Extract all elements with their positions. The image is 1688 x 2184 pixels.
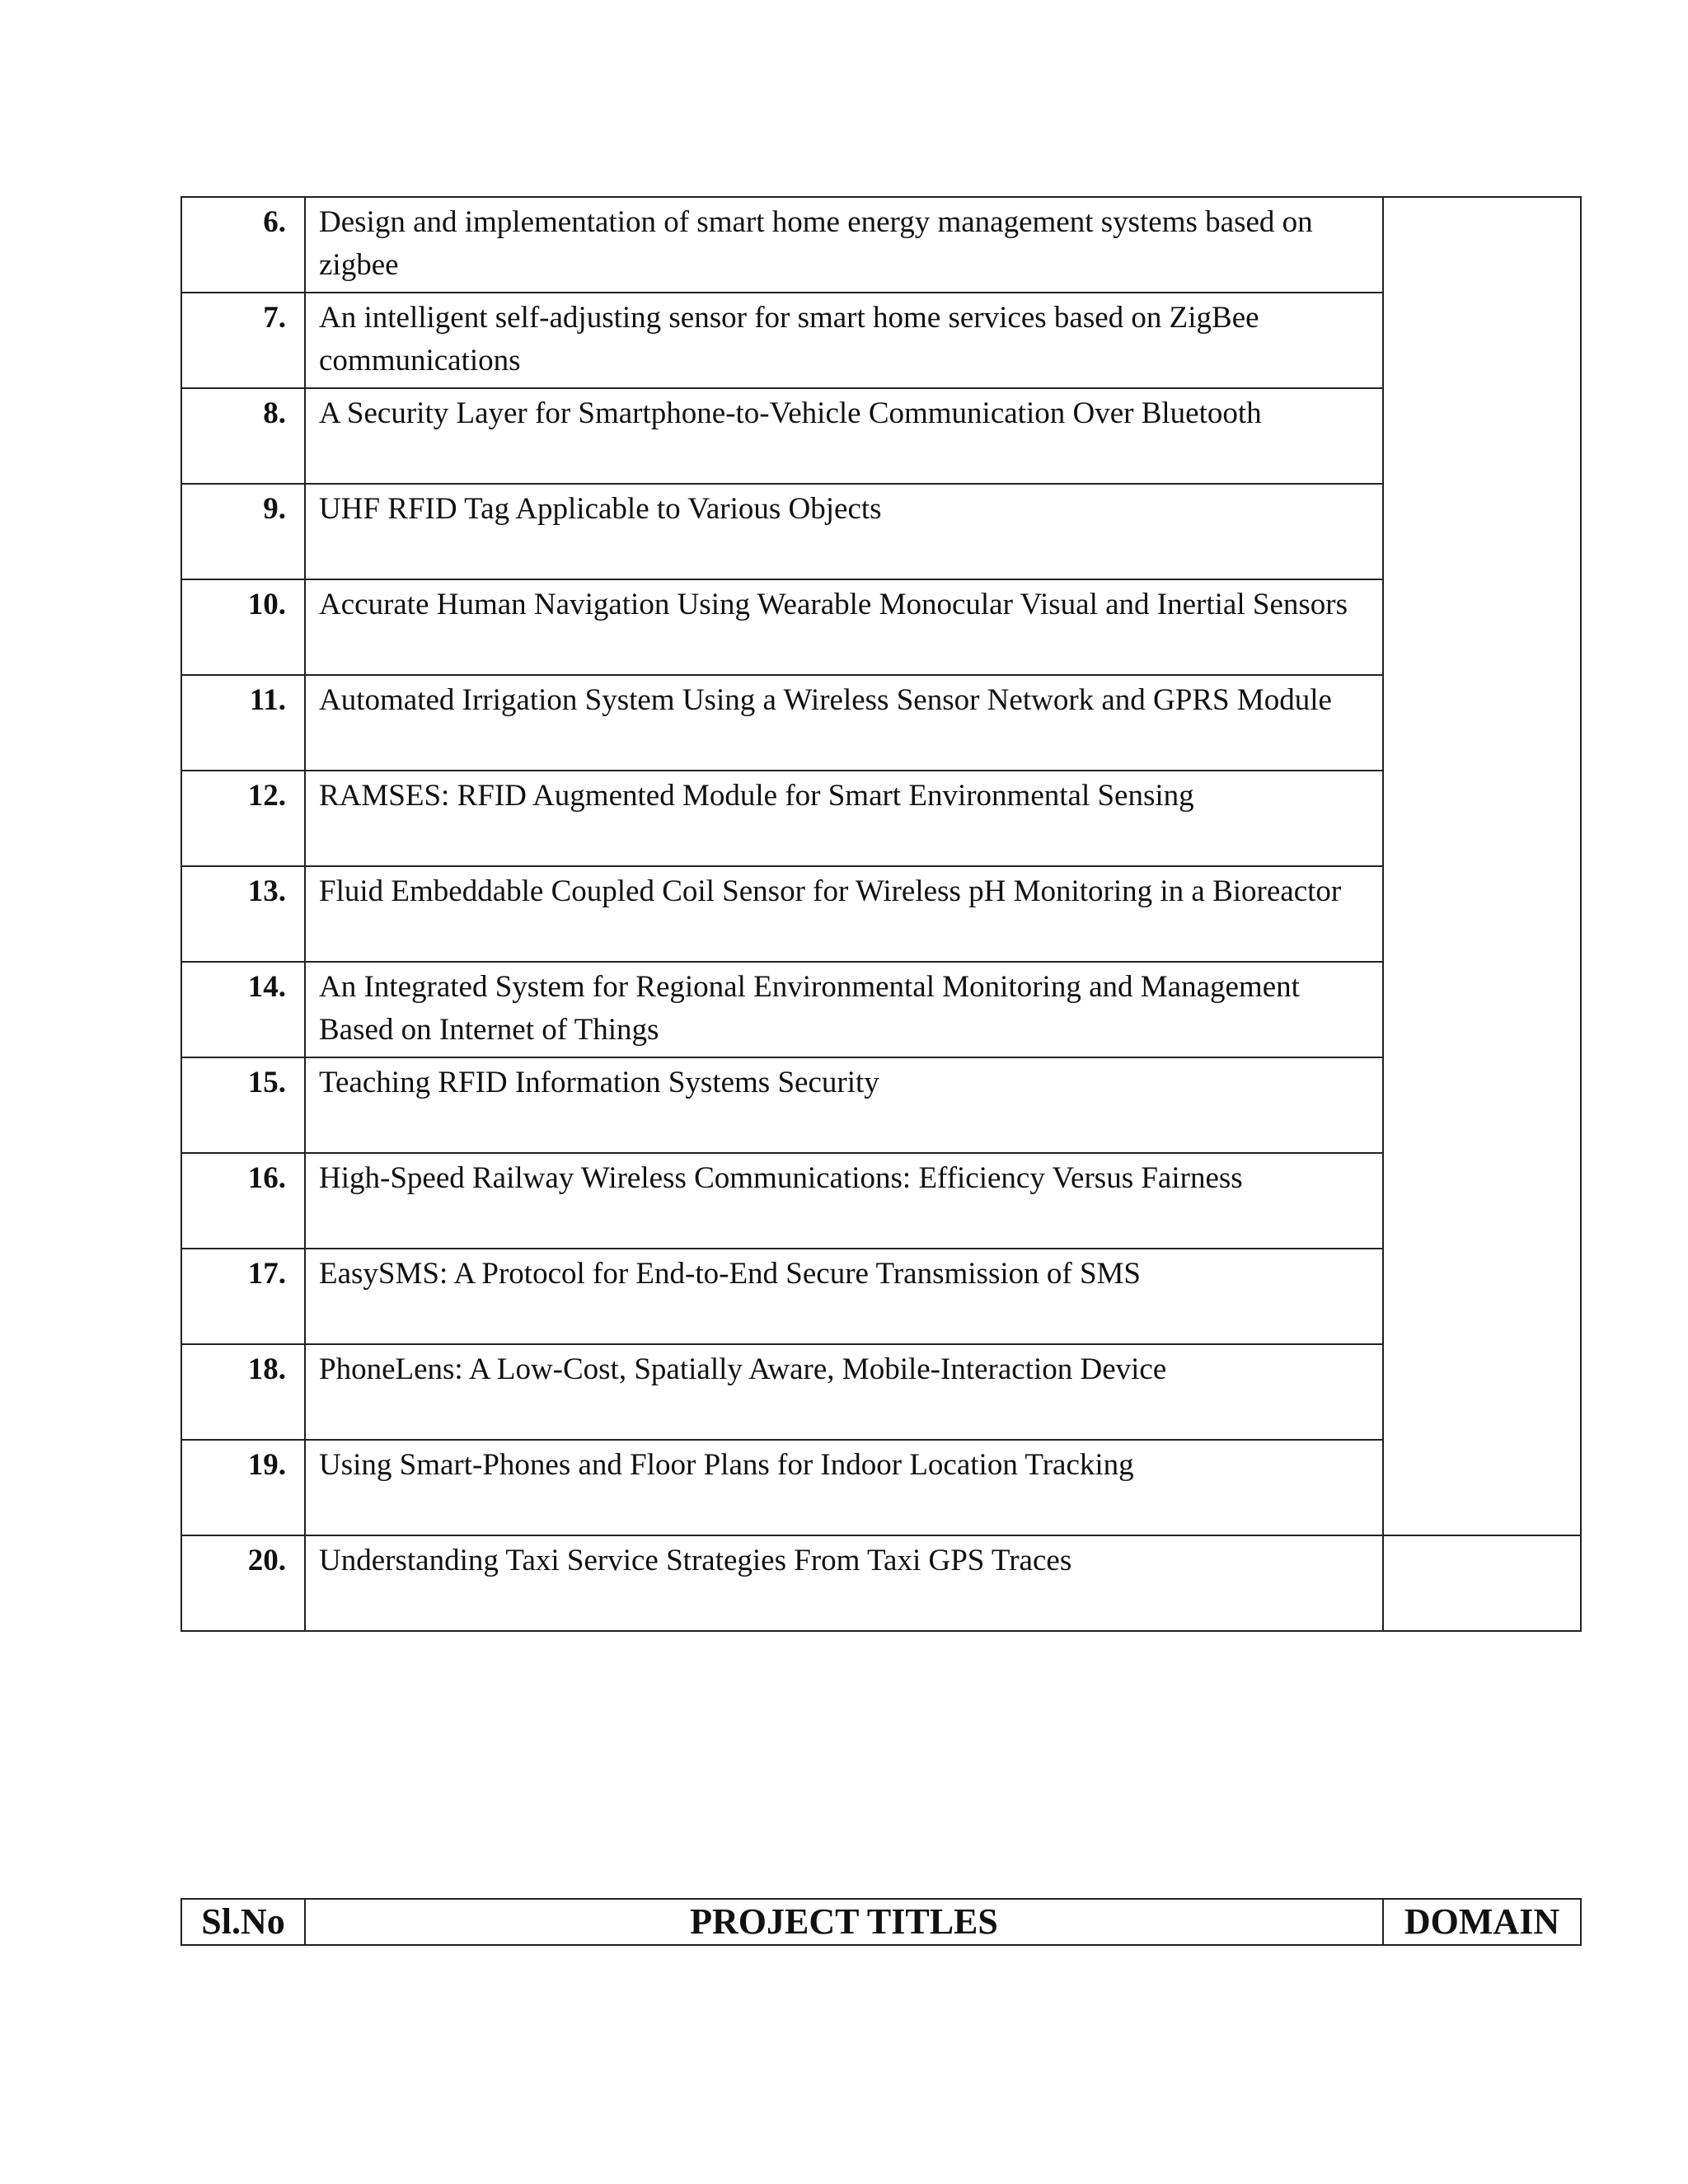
row-number: 18. [181,1344,305,1440]
project-title: Accurate Human Navigation Using Wearable Monocular Visual and Inertial Sensors [305,579,1383,675]
project-title: Using Smart-Phones and Floor Plans for Indoor Location Tracking [305,1440,1383,1535]
table-row [181,1249,1581,1344]
row-number: 12. [181,771,305,866]
project-title: Design and implementation of smart home energy management systems based on zigbee [305,197,1383,293]
domain-cell [1383,1535,1581,1631]
row-number: 16. [181,1153,305,1249]
table-row [181,293,1581,388]
project-title: PhoneLens: A Low-Cost, Spatially Aware, Mobile-Interaction Device [305,1344,1383,1440]
project-title: RAMSES: RFID Augmented Module for Smart Environmental Sensing [305,771,1383,866]
row-number: 13. [181,866,305,962]
project-titles-header: PROJECT TITLES [305,1899,1383,1945]
domain-header: DOMAIN [1383,1899,1581,1945]
table-row [181,1057,1581,1153]
row-number: 10. [181,579,305,675]
project-title: High-Speed Railway Wireless Communications: Efficiency Versus Fairness [305,1153,1383,1249]
table-row [181,771,1581,866]
project-title: UHF RFID Tag Applicable to Various Objects [305,484,1383,579]
table-row [181,484,1581,579]
table-row [181,1535,1581,1631]
slno-header: Sl.No [181,1899,305,1945]
project-title: EasySMS: A Protocol for End-to-End Secure Transmission of SMS [305,1249,1383,1344]
table-header [181,1898,1582,1946]
table-row [181,1344,1581,1440]
row-number: 9. [181,484,305,579]
domain-cell [1383,197,1581,1535]
row-number: 17. [181,1249,305,1344]
row-number: 14. [181,962,305,1057]
table-row [181,866,1581,962]
project-title: Automated Irrigation System Using a Wireless Sensor Network and GPRS Module [305,675,1383,771]
project-title: Fluid Embeddable Coupled Coil Sensor for Wireless pH Monitoring in a Bioreactor [305,866,1383,962]
table-row [181,1440,1581,1535]
header-row [181,1899,1581,1945]
project-title: A Security Layer for Smartphone-to-Vehicle Communication Over Bluetooth [305,388,1383,484]
project-title: Teaching RFID Information Systems Security [305,1057,1383,1153]
table-row [181,197,1581,293]
row-number: 7. [181,293,305,388]
row-number: 15. [181,1057,305,1153]
row-number: 11. [181,675,305,771]
row-number: 20. [181,1535,305,1631]
project-title: Understanding Taxi Service Strategies From Taxi GPS Traces [305,1535,1383,1631]
table-row [181,962,1581,1057]
table-row [181,388,1581,484]
project-table [181,196,1582,1632]
table-row [181,579,1581,675]
row-number: 19. [181,1440,305,1535]
table-row [181,675,1581,771]
table-row [181,1153,1581,1249]
row-number: 6. [181,197,305,293]
row-number: 8. [181,388,305,484]
project-title: An Integrated System for Regional Environmental Monitoring and Management Based on Internet of Things [305,962,1383,1057]
project-title: An intelligent self-adjusting sensor for smart home services based on ZigBee communications [305,293,1383,388]
